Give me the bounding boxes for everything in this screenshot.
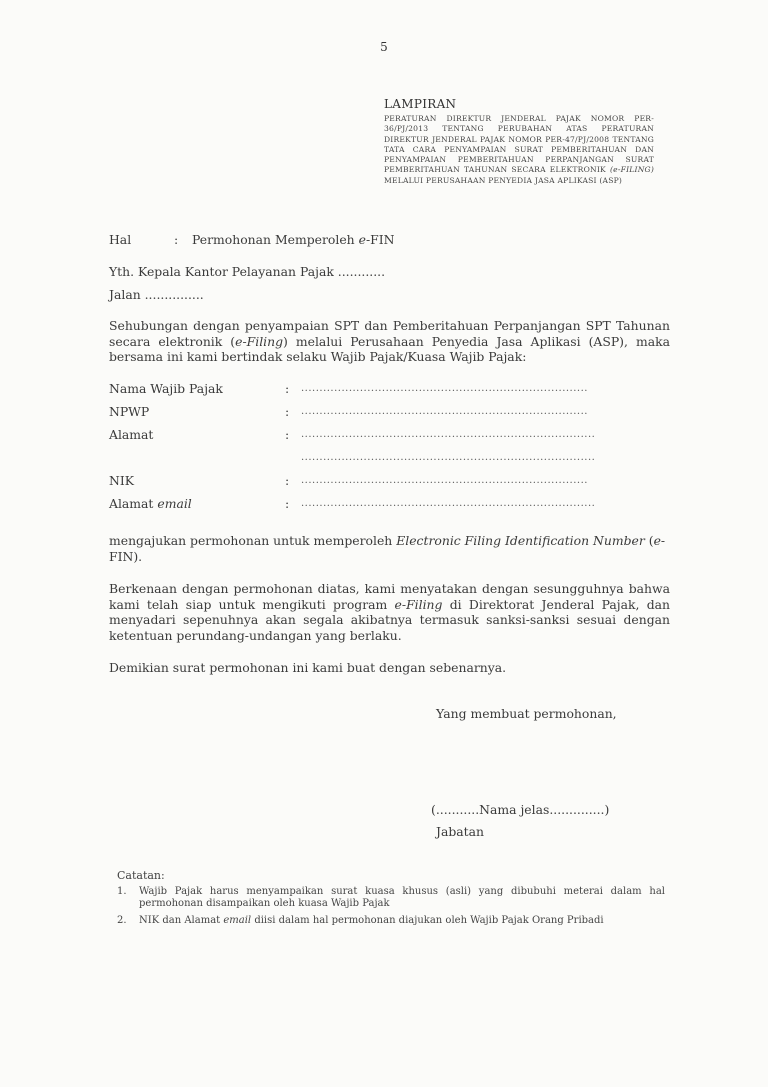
lampiran-text-part1: PERATURAN DIREKTUR JENDERAL PAJAK NOMOR PER-36/PJ/2013 TENTANG PERUBAHAN ATAS PERATURAN DIREKTUR JENDERAL PAJAK NOMOR PER-47/PJ/2008 TENTANG TATA CARA PENYAMPAIAN SURAT PEMBERITAHUAN DAN PENYAMPAIAN PEMBERITAHUAN PERPANJANGAN SURAT PEMBERITAHUAN TAHUNAN SECARA ELEKTRONIK <box>384 114 654 175</box>
para1-part2: ) melalui Perusahaan Penyedia Jasa Aplikasi (ASP), maka bersama ini kami bertindak selaku Wajib Pajak/Kuasa Wajib Pajak: <box>109 333 670 364</box>
field-blank: .............................................................................. <box>301 383 588 394</box>
note-item <box>117 915 665 927</box>
field-label <box>109 496 192 512</box>
note2-rest: diisi dalam hal permohonan diajukan oleh Wajib Pajak Orang Pribadi <box>254 915 604 926</box>
signature-intro: Yang membuat permohonan, <box>436 706 617 721</box>
paragraph-intro <box>109 318 670 365</box>
field-alamat <box>109 427 669 443</box>
note2-em: email <box>223 915 252 926</box>
field-blank: ................................................................................ <box>301 498 596 509</box>
para2-em: Electronic Filing Identification Number <box>396 533 645 548</box>
field-colon: : <box>285 381 290 396</box>
note-item <box>117 886 665 910</box>
paragraph-closing: Demikian surat permohonan ini kami buat dengan sebenarnya. <box>109 660 507 675</box>
field-label: NPWP <box>109 404 150 419</box>
para3-em: e-Filing <box>394 596 443 612</box>
hal-subject-tail: -FIN <box>365 232 395 247</box>
lampiran-title: LAMPIRAN <box>384 97 457 111</box>
para2-part1: mengajukan permohonan untuk memperoleh <box>109 533 393 548</box>
field-label: Nama Wajib Pajak <box>109 381 223 396</box>
field-blank: ................................................................................ <box>301 452 596 463</box>
field-colon: : <box>285 473 290 488</box>
addressee-line: Yth. Kepala Kantor Pelayanan Pajak ............ <box>109 264 386 279</box>
hal-row <box>109 232 669 248</box>
note-text: Wajib Pajak harus menyampaikan surat kuasa khusus (asli) yang dibubuhi meterai dalam hal permohonan disampaikan oleh kuasa Wajib Pajak <box>139 886 665 909</box>
note-number: 2. <box>117 915 127 926</box>
lampiran-regulation-text <box>384 114 654 186</box>
para3-part2: di Direktorat Jenderal Pajak, dan menyadari sepenuhnya akan segala akibatnya termasuk sanksi-sanksi sesuai dengan ketentuan perundang-undangan yang berlaku. <box>109 596 670 643</box>
jalan-line: Jalan ............... <box>109 287 204 302</box>
lampiran-text-part2: MELALUI PERUSAHAAN PENYEDIA JASA APLIKASI (ASP) <box>384 175 623 185</box>
lampiran-efiling: (e-FILING) <box>609 165 654 175</box>
hal-subject-em: e <box>358 232 366 247</box>
note-number: 1. <box>117 886 127 897</box>
field-colon: : <box>285 427 290 442</box>
field-label: Alamat <box>109 427 154 442</box>
para1-em: e-Filing <box>235 333 284 349</box>
hal-subject: Permohonan Memperoleh <box>192 232 355 247</box>
field-blank: ................................................................................ <box>301 429 596 440</box>
paragraph-request <box>109 533 670 564</box>
notes-heading: Catatan: <box>117 869 165 882</box>
lampiran-header <box>384 97 654 186</box>
hal-colon: : <box>174 232 179 247</box>
para2-part2: ( <box>648 533 654 548</box>
field-nama-wajib-pajak <box>109 381 669 397</box>
field-label: NIK <box>109 473 134 488</box>
field-nik <box>109 473 669 489</box>
para1-part1: Sehubungan dengan penyampaian SPT dan Pemberitahuan Perpanjangan SPT Tahunan secara elektronik ( <box>109 318 670 349</box>
signature-name: (...........Nama jelas..............) <box>431 802 610 817</box>
note-text <box>139 915 665 927</box>
field-blank: .............................................................................. <box>301 475 588 486</box>
field-label-em: email <box>157 496 192 511</box>
paragraph-statement <box>109 581 670 643</box>
field-alamat-line2 <box>109 450 669 466</box>
note2-prefix: NIK dan Alamat <box>139 915 221 926</box>
field-colon: : <box>285 496 290 511</box>
hal-label: Hal <box>109 232 132 247</box>
signature-title: Jabatan <box>436 824 485 839</box>
field-label-prefix: Alamat <box>109 496 154 511</box>
field-blank: .............................................................................. <box>301 406 588 417</box>
page-number: 5 <box>380 40 388 54</box>
field-alamat-email <box>109 496 669 512</box>
field-npwp <box>109 404 669 420</box>
field-colon: : <box>285 404 290 419</box>
notes-block <box>117 869 665 932</box>
para3-part1: Berkenaan dengan permohonan diatas, kami menyatakan dengan sesungguhnya bahwa kami telah siap untuk mengikuti program <box>109 581 670 612</box>
para2-part3: -FIN). <box>109 533 666 564</box>
para2-em2: e <box>653 533 661 548</box>
